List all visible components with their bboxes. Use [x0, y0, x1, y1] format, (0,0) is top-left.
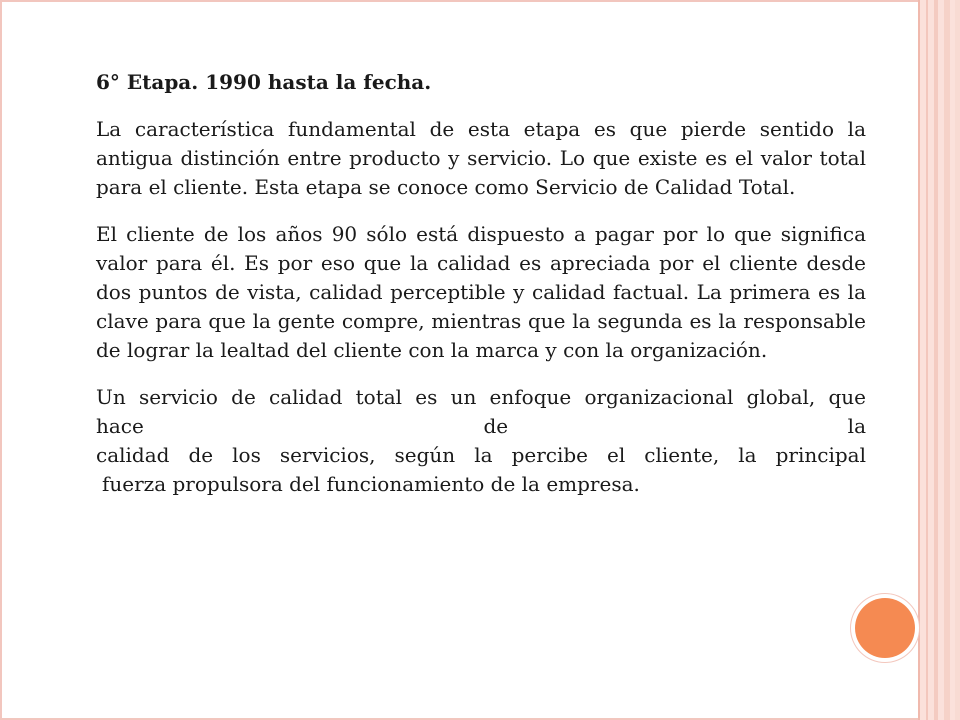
paragraph-3-line: fuerza propulsora del funcionamiento de la empresa. [102, 472, 640, 496]
side-stripe [955, 0, 960, 720]
paragraph-3-line: Un servicio de calidad total es un enfoque organizacional global, que [96, 385, 866, 409]
paragraph-3-line: hace de la [96, 414, 866, 438]
side-stripe [944, 0, 950, 720]
paragraph-3-line: calidad de los servicios, según la percibe el cliente, la principal [96, 443, 866, 467]
slide-content [96, 68, 866, 517]
side-stripe [926, 0, 928, 720]
paragraph-1: La característica fundamental de esta etapa es que pierde sentido la antigua distinción entre producto y servicio. Lo que existe es el valor total para el cliente. Esta etapa se conoce como Servicio de Calidad Total. [96, 117, 866, 199]
decorative-circle [855, 598, 915, 658]
slide-heading: 6° Etapa. 1990 hasta la fecha. [96, 70, 432, 94]
paragraph-3 [96, 383, 866, 499]
side-stripe [934, 0, 938, 720]
side-band [918, 0, 960, 720]
paragraph-2: El cliente de los años 90 sólo está dispuesto a pagar por lo que significa valor para él. Es por eso que la calidad es apreciada por el cliente desde dos puntos de vista, calidad perceptible y calidad factual. La primera es la clave para que la gente compre, mientras que la segunda es la responsable de lograr la lealtad del cliente con la marca y con la organización. [96, 222, 866, 362]
side-stripe [918, 0, 920, 720]
